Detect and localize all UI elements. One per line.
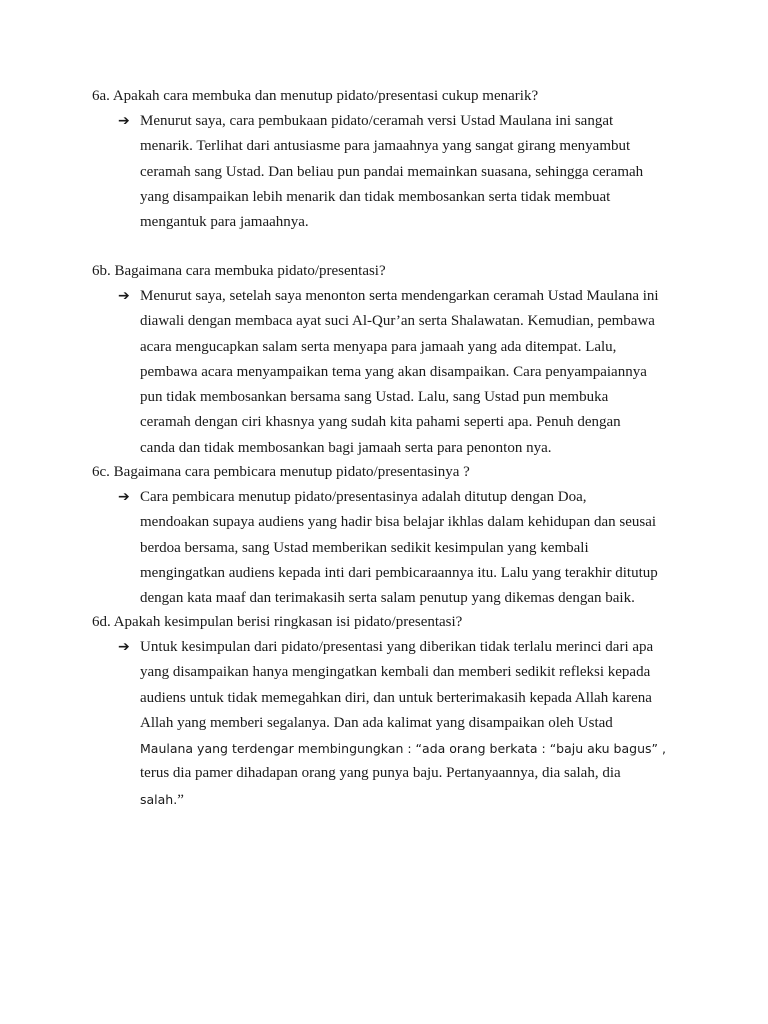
- section-6d: [92, 610, 692, 813]
- question-6d: 6d. Apakah kesimpulan berisi ringkasan isi pidato/presentasi?: [92, 614, 463, 630]
- right-arrow-icon: ➔: [118, 489, 130, 505]
- closing-quote: ”: [177, 791, 184, 808]
- answer-line: audiens untuk tidak memegahkan diri, dan untuk berterimakasih kepada Allah karena: [140, 689, 652, 706]
- answer-line: acara mengucapkan salam serta menyapa para jamaah yang ada ditempat. Lalu,: [140, 338, 617, 355]
- answer-6b: [118, 284, 692, 461]
- answer-line: ceramah sang Ustad. Dan beliau pun pandai memainkan suasana, sehingga ceramah: [140, 163, 644, 180]
- answer-line: berdoa bersama, sang Ustad memberikan sedikit kesimpulan yang kembali: [140, 539, 589, 556]
- answer-6d: [118, 635, 692, 813]
- question-6c: 6c. Bagaimana cara pembicara menutup pidato/presentasinya ?: [92, 464, 470, 480]
- answer-line: Allah yang memberi segalanya. Dan ada kalimat yang disampaikan oleh Ustad: [140, 714, 613, 731]
- section-6a: [92, 84, 692, 235]
- answer-6a: [118, 109, 692, 235]
- answer-line: mendoakan supaya audiens yang hadir bisa belajar ikhlas dalam kehidupan dan seusai: [140, 514, 657, 531]
- answer-line: ceramah dengan ciri khasnya yang sudah kita pahami seperti apa. Penuh dengan: [140, 414, 621, 431]
- answer-line: Untuk kesimpulan dari pidato/presentasi yang diberikan tidak terlalu merinci dari apa: [140, 639, 654, 655]
- answer-line: diawali dengan membaca ayat suci Al-Qur’an serta Shalawatan. Kemudian, pembawa: [140, 313, 655, 330]
- section-6c: [92, 460, 692, 611]
- question-6b: 6b. Bagaimana cara membuka pidato/presentasi?: [92, 263, 386, 279]
- answer-line: Cara pembicara menutup pidato/presentasinya adalah ditutup dengan Doa,: [140, 489, 587, 505]
- answer-line: yang disampaikan hanya mengingatkan kembali dan memberi sedikit refleksi kepada: [140, 664, 651, 681]
- answer-line: Menurut saya, setelah saya menonton serta mendengarkan ceramah Ustad Maulana ini: [140, 288, 659, 304]
- answer-6c: [118, 485, 692, 611]
- answer-line: canda dan tidak membosankan bagi jamaah serta para penonton nya.: [140, 439, 552, 456]
- answer-line: pun tidak membosankan bersama sang Ustad. Lalu, sang Ustad pun membuka: [140, 389, 609, 406]
- right-arrow-icon: ➔: [118, 288, 130, 304]
- answer-line-last: [140, 787, 692, 813]
- answer-line: yang disampaikan lebih menarik dan tidak membosankan serta tidak membuat: [140, 188, 611, 205]
- answer-line: pembawa acara menyampaikan tema yang akan disampaikan. Cara penyampaiannya: [140, 363, 647, 380]
- answer-line: dengan kata maaf dan terimakasih serta salam penutup yang dikemas dengan baik.: [140, 590, 635, 607]
- answer-line: Menurut saya, cara pembukaan pidato/ceramah versi Ustad Maulana ini sangat: [140, 113, 614, 129]
- right-arrow-icon: ➔: [118, 639, 130, 655]
- answer-line: terus dia pamer dihadapan orang yang punya baju. Pertanyaannya, dia salah, dia: [140, 765, 621, 782]
- right-arrow-icon: ➔: [118, 113, 130, 129]
- section-6b: [92, 259, 692, 461]
- answer-line: mengantuk para jamaahnya.: [140, 214, 309, 231]
- question-6a: 6a. Apakah cara membuka dan menutup pidato/presentasi cukup menarik?: [92, 88, 539, 104]
- answer-line: mengingatkan audiens kepada inti dari pembicaraannya itu. Lalu yang terakhir ditutup: [140, 564, 658, 581]
- last-word: salah.: [140, 791, 178, 807]
- answer-line-quote: Maulana yang terdengar membingungkan : “ada orang berkata : “baju aku bagus” ,: [140, 741, 666, 757]
- answer-line: menarik. Terlihat dari antusiasme para jamaahnya yang sangat girang menyambut: [140, 138, 631, 155]
